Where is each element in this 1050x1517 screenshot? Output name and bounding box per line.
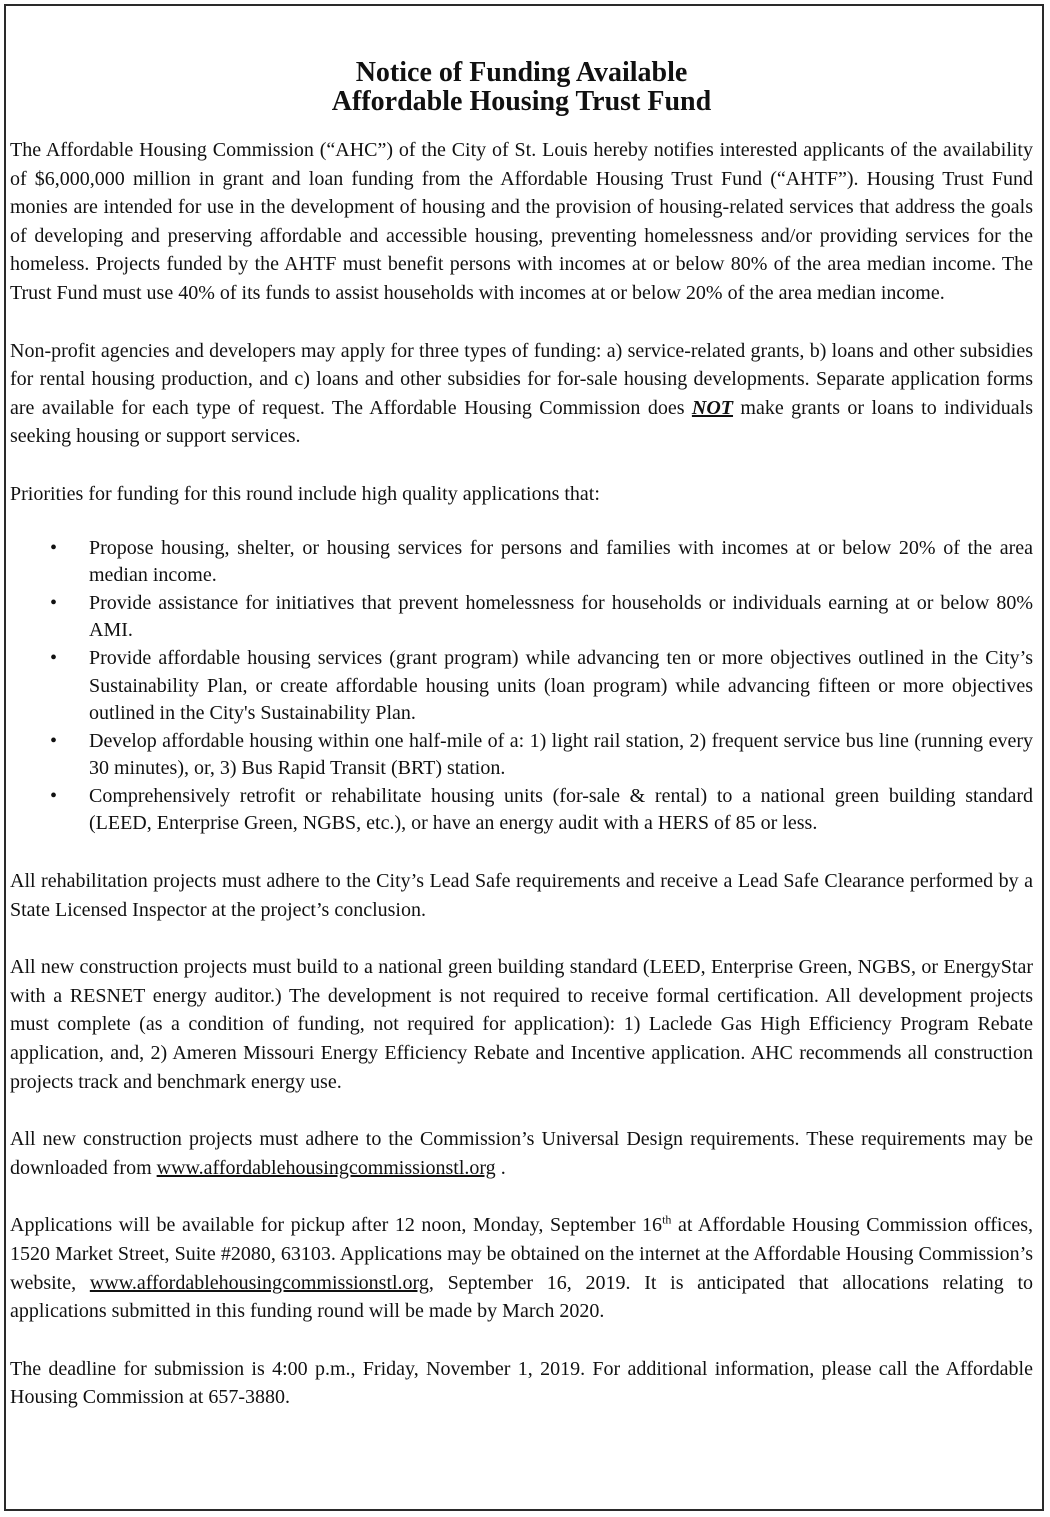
priority-item (10, 645, 1033, 728)
deadline-paragraph: The deadline for submission is 4:00 p.m., Friday, November 1, 2019. For additional information, please call the Affordable Housing Commission at 657-3880. (10, 1357, 1033, 1409)
priority-item (10, 590, 1033, 645)
title-line-1: Notice of Funding Available (355, 57, 688, 88)
eligibility-text-start: Non-profit agencies and developers may apply for three types of funding: a) service-related grants, b) loans and other subsidies for rental housing production, and c) loans and other subsidies for for-sale housing developments. Separate application forms are available for each type of request. The Affordable Housing Commission does (10, 339, 1033, 419)
bullet-icon: • (50, 646, 58, 669)
priority-text: Propose housing, shelter, or housing services for persons and families with incomes at or below 20% of the area median income. (89, 536, 1033, 587)
universal-design-paragraph (10, 1125, 1033, 1182)
rehab-paragraph: All rehabilitation projects must adhere to the City’s Lead Safe requirements and receive a Lead Safe Clearance performed by a State Licensed Inspector at the project’s conclusion. (10, 870, 1033, 921)
priority-item (10, 535, 1033, 590)
eligibility-text-end: make grants or loans to individuals seeking housing or support services. (10, 396, 1033, 448)
availability-paragraph (10, 1211, 1033, 1325)
availability-text: Applications will be available for pickup after 12 noon, Monday, September 16 (10, 1214, 663, 1237)
notice-title (10, 58, 1033, 116)
priority-text: Provide assistance for initiatives that prevent homelessness for households or individuals earning at or below 80% AMI. (89, 591, 1033, 642)
priority-text: Develop affordable housing within one half-mile of a: 1) light rail station, 2) frequent service bus line (running every 30 minutes), or, 3) Bus Rapid Transit (BRT) station. (89, 729, 1033, 780)
priority-item (10, 728, 1033, 783)
priority-text: Comprehensively retrofit or rehabilitate housing units (for-sale & rental) to a national green building standard (LEED, Enterprise Green, NGBS, etc.), or have an energy audit with a HERS of 85 or less. (89, 784, 1033, 835)
universal-text-end: . (495, 1156, 506, 1179)
bullet-icon: • (50, 536, 58, 559)
priority-text: Provide affordable housing services (grant program) while advancing ten or more objectives outlined in the City’s Sustainability Plan, or create affordable housing units (loan program) while advancing fifteen or more objectives outlined in the City's Sustainability Plan. (89, 646, 1033, 725)
intro-paragraph: The Affordable Housing Commission (“AHC”) of the City of St. Louis hereby notifies interested applicants of the availability of $6,000,000 million in grant and loan funding from the Affordable Housing Trust Fund (“AHTF”). Housing Trust Fund monies are intended for use in the development of housing and the provision of housing-related services that address the goals of developing and preserving affordable and accessible housing, preventing homelessness and/or providing services for the homeless. Projects funded by the AHTF must benefit persons with incomes at or below 80% of the area median income. The Trust Fund must use 40% of its funds to assist households with incomes at or below 20% of the area median income. (10, 139, 1033, 304)
availability-text-middle: at Affordable Housing Commission offices, 1520 Market Street, Suite #2080, 63103. Applications may be obtained on the internet at the Affordable Housing Commission’s website, (10, 1214, 1033, 1294)
notice-content (10, 58, 1033, 1412)
ahc-website-link[interactable]: www.affordablehousingcommissionstl.org (89, 1271, 429, 1294)
bullet-icon: • (50, 729, 58, 752)
bullet-icon: • (50, 591, 58, 614)
eligibility-paragraph (10, 337, 1033, 451)
ahc-website-link[interactable]: www.affordablehousingcommissionstl.org (156, 1156, 496, 1179)
priorities-list (10, 535, 1033, 839)
priorities-intro: Priorities for funding for this round include high quality applications that: (10, 482, 600, 505)
date-ordinal: th (662, 1212, 672, 1227)
universal-text: All new construction projects must adhere to the Commission’s Universal Design requirements. These requirements may be downloaded from (10, 1128, 1033, 1179)
priority-item (10, 783, 1033, 838)
not-emphasis: NOT (691, 396, 734, 419)
title-line-2: Affordable Housing Trust Fund (331, 86, 712, 117)
availability-text-end: , September 16, 2019. It is anticipated that allocations relating to applications submitted in this funding round will be made by March 2020. (10, 1271, 1034, 1323)
green-building-paragraph: All new construction projects must build to a national green building standard (LEED, Enterprise Green, NGBS, or EnergyStar with a RESNET energy auditor.) The development is not required to receive formal certification. All development projects must complete (as a condition of funding, not required for application): 1) Laclede Gas High Efficiency Program Rebate application, and, 2) Ameren Missouri Energy Efficiency Rebate and Incentive application. AHC recommends all construction projects track and benchmark energy use. (10, 956, 1033, 1093)
bullet-icon: • (50, 784, 58, 807)
